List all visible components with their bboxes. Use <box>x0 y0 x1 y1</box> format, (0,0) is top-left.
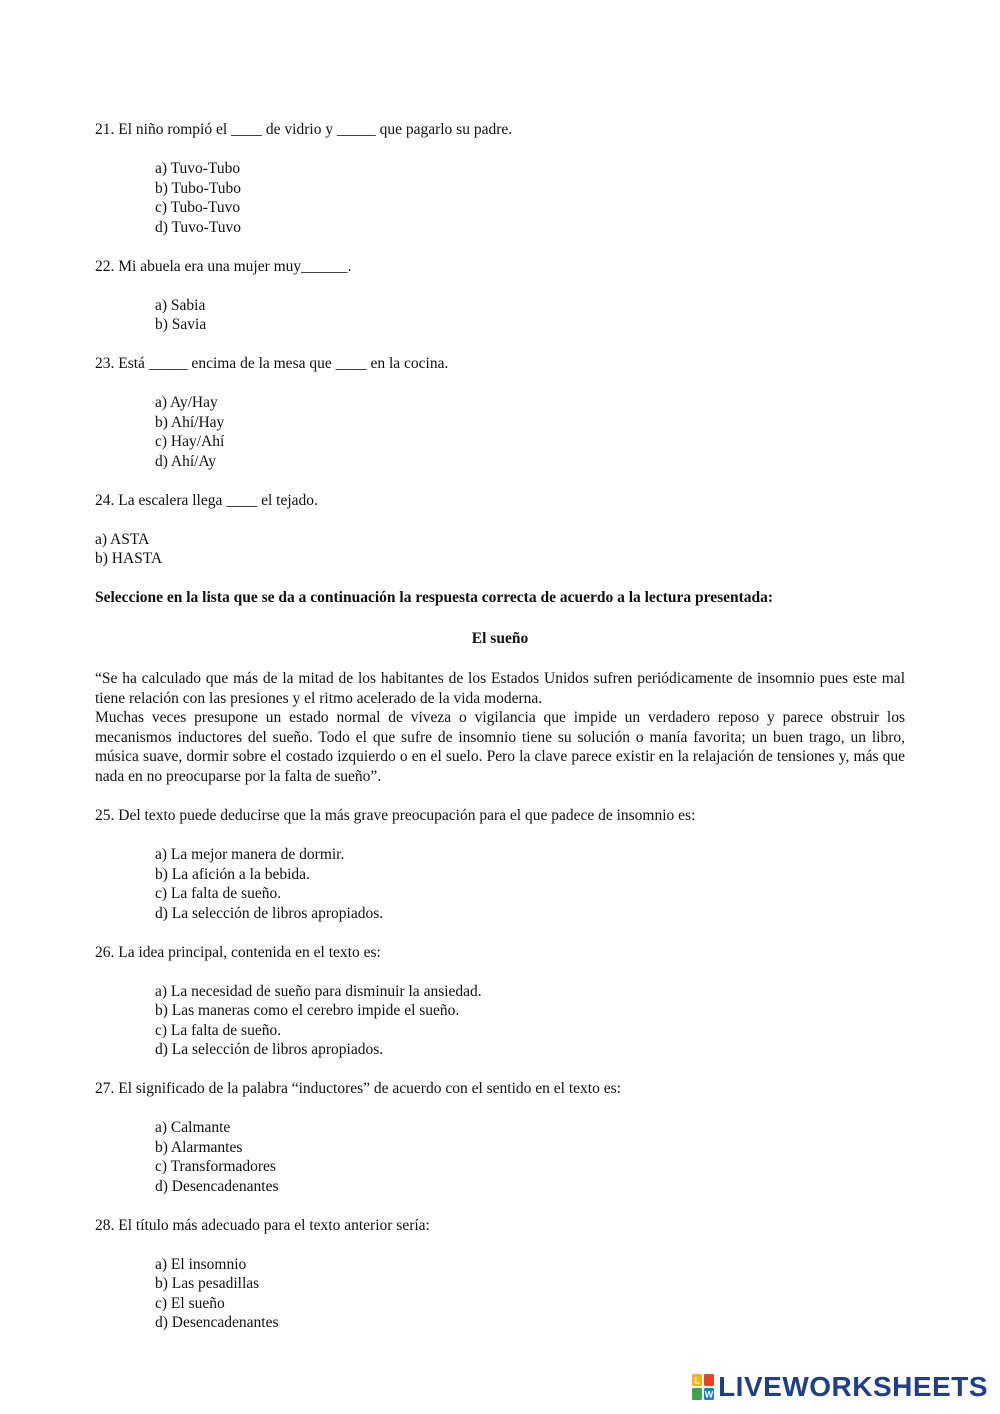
answer-option[interactable]: b) Tubo-Tubo <box>155 179 242 197</box>
question-21 <box>95 120 905 237</box>
answer-option[interactable]: a) La necesidad de sueño para disminuir la ansiedad. <box>155 982 482 1000</box>
question-text: 24. La escalera llega ____ el tejado. <box>95 491 318 509</box>
question-text: 25. Del texto puede deducirse que la más grave preocupación para el que padece de insomnio es: <box>95 807 696 824</box>
question-26 <box>95 943 905 1060</box>
answer-options <box>155 296 905 335</box>
question-28 <box>95 1216 905 1333</box>
answer-options <box>155 393 905 471</box>
answer-option[interactable]: b) Las maneras como el cerebro impide el sueño. <box>155 1002 460 1019</box>
answer-options <box>95 530 905 569</box>
answer-option[interactable]: a) ASTA <box>95 530 150 548</box>
logo-text: LIVEWORKSHEETS <box>718 1371 988 1403</box>
question-text: 28. El título más adecuado para el texto anterior sería: <box>95 1216 430 1234</box>
question-text: 22. Mi abuela era una mujer muy______. <box>95 257 352 275</box>
answer-options <box>155 1255 905 1333</box>
reading-paragraph: “Se ha calculado que más de la mitad de los habitantes de los Estados Unidos sufren periódicamente de insomnio pues este mal tiene relación con las presiones y el ritmo acelerado de la vida moderna. <box>95 670 905 707</box>
answer-option[interactable]: c) Hay/Ahí <box>155 433 225 450</box>
answer-option[interactable]: d) Ahí/Ay <box>155 452 217 470</box>
question-text: 21. El niño rompió el ____ de vidrio y _____ que pagarlo su padre. <box>95 121 513 138</box>
answer-option[interactable]: c) Tubo-Tuvo <box>155 199 241 216</box>
svg-text:W: W <box>704 1389 714 1400</box>
question-text: 26. La idea principal, contenida en el texto es: <box>95 943 381 961</box>
answer-option[interactable]: a) Sabia <box>155 296 206 314</box>
reading-title: El sueño <box>471 629 529 647</box>
answer-options <box>155 1118 905 1196</box>
liveworksheets-mark-icon <box>692 1374 714 1400</box>
answer-option[interactable]: b) Ahí/Hay <box>155 413 225 431</box>
answer-option[interactable]: c) La falta de sueño. <box>155 1021 282 1039</box>
worksheet-page <box>95 120 905 1352</box>
answer-option[interactable]: c) La falta de sueño. <box>155 885 282 902</box>
question-24 <box>95 491 905 569</box>
reading-passage <box>95 669 905 786</box>
answer-options <box>155 159 905 237</box>
answer-option[interactable]: b) Savia <box>155 316 207 333</box>
answer-option[interactable]: b) Las pesadillas <box>155 1275 260 1292</box>
question-25 <box>95 806 905 923</box>
svg-text:L: L <box>694 1375 700 1386</box>
answer-option[interactable]: c) El sueño <box>155 1294 225 1312</box>
reading-paragraph: Muchas veces presupone un estado normal de viveza o vigilancia que impide un verdadero reposo y parece obstruir los mecanismos inductores del sueño. Todo el que sufre de insomnio tiene su solución o manía favorita; un buen trago, un libro, música suave, dormir sobre el costado izquierdo o en el suelo. Pero la clave parece existir en la relajación de tensiones y, más que nada en no preocuparse por la falta de sueño”. <box>95 709 905 785</box>
answer-option[interactable]: d) La selección de libros apropiados. <box>155 1041 384 1058</box>
answer-option[interactable]: a) Ay/Hay <box>155 394 218 411</box>
instruction-text: Seleccione en la lista que se da a continuación la respuesta correcta de acuerdo a la lectura presentada: <box>95 589 774 606</box>
answer-option[interactable]: b) Alarmantes <box>155 1138 243 1156</box>
answer-option[interactable]: d) Desencadenantes <box>155 1177 279 1195</box>
question-23 <box>95 354 905 471</box>
answer-options <box>155 845 905 923</box>
answer-option[interactable]: a) Tuvo-Tubo <box>155 160 241 177</box>
question-22 <box>95 257 905 335</box>
answer-option[interactable]: b) La afición a la bebida. <box>155 865 310 883</box>
answer-option[interactable]: a) Calmante <box>155 1119 231 1136</box>
question-text: 23. Está _____ encima de la mesa que ____ en la cocina. <box>95 355 449 372</box>
question-27 <box>95 1079 905 1196</box>
answer-option[interactable]: d) Desencadenantes <box>155 1314 279 1331</box>
question-text: 27. El significado de la palabra “inductores” de acuerdo con el sentido en el texto es: <box>95 1080 621 1097</box>
answer-option[interactable]: b) HASTA <box>95 550 163 567</box>
answer-option[interactable]: a) El insomnio <box>155 1255 247 1273</box>
answer-option[interactable]: c) Transformadores <box>155 1158 276 1175</box>
answer-option[interactable]: d) La selección de libros apropiados. <box>155 904 384 922</box>
answer-options <box>155 982 905 1060</box>
answer-option[interactable]: d) Tuvo-Tuvo <box>155 218 242 236</box>
liveworksheets-logo <box>692 1370 988 1404</box>
answer-option[interactable]: a) La mejor manera de dormir. <box>155 846 345 863</box>
